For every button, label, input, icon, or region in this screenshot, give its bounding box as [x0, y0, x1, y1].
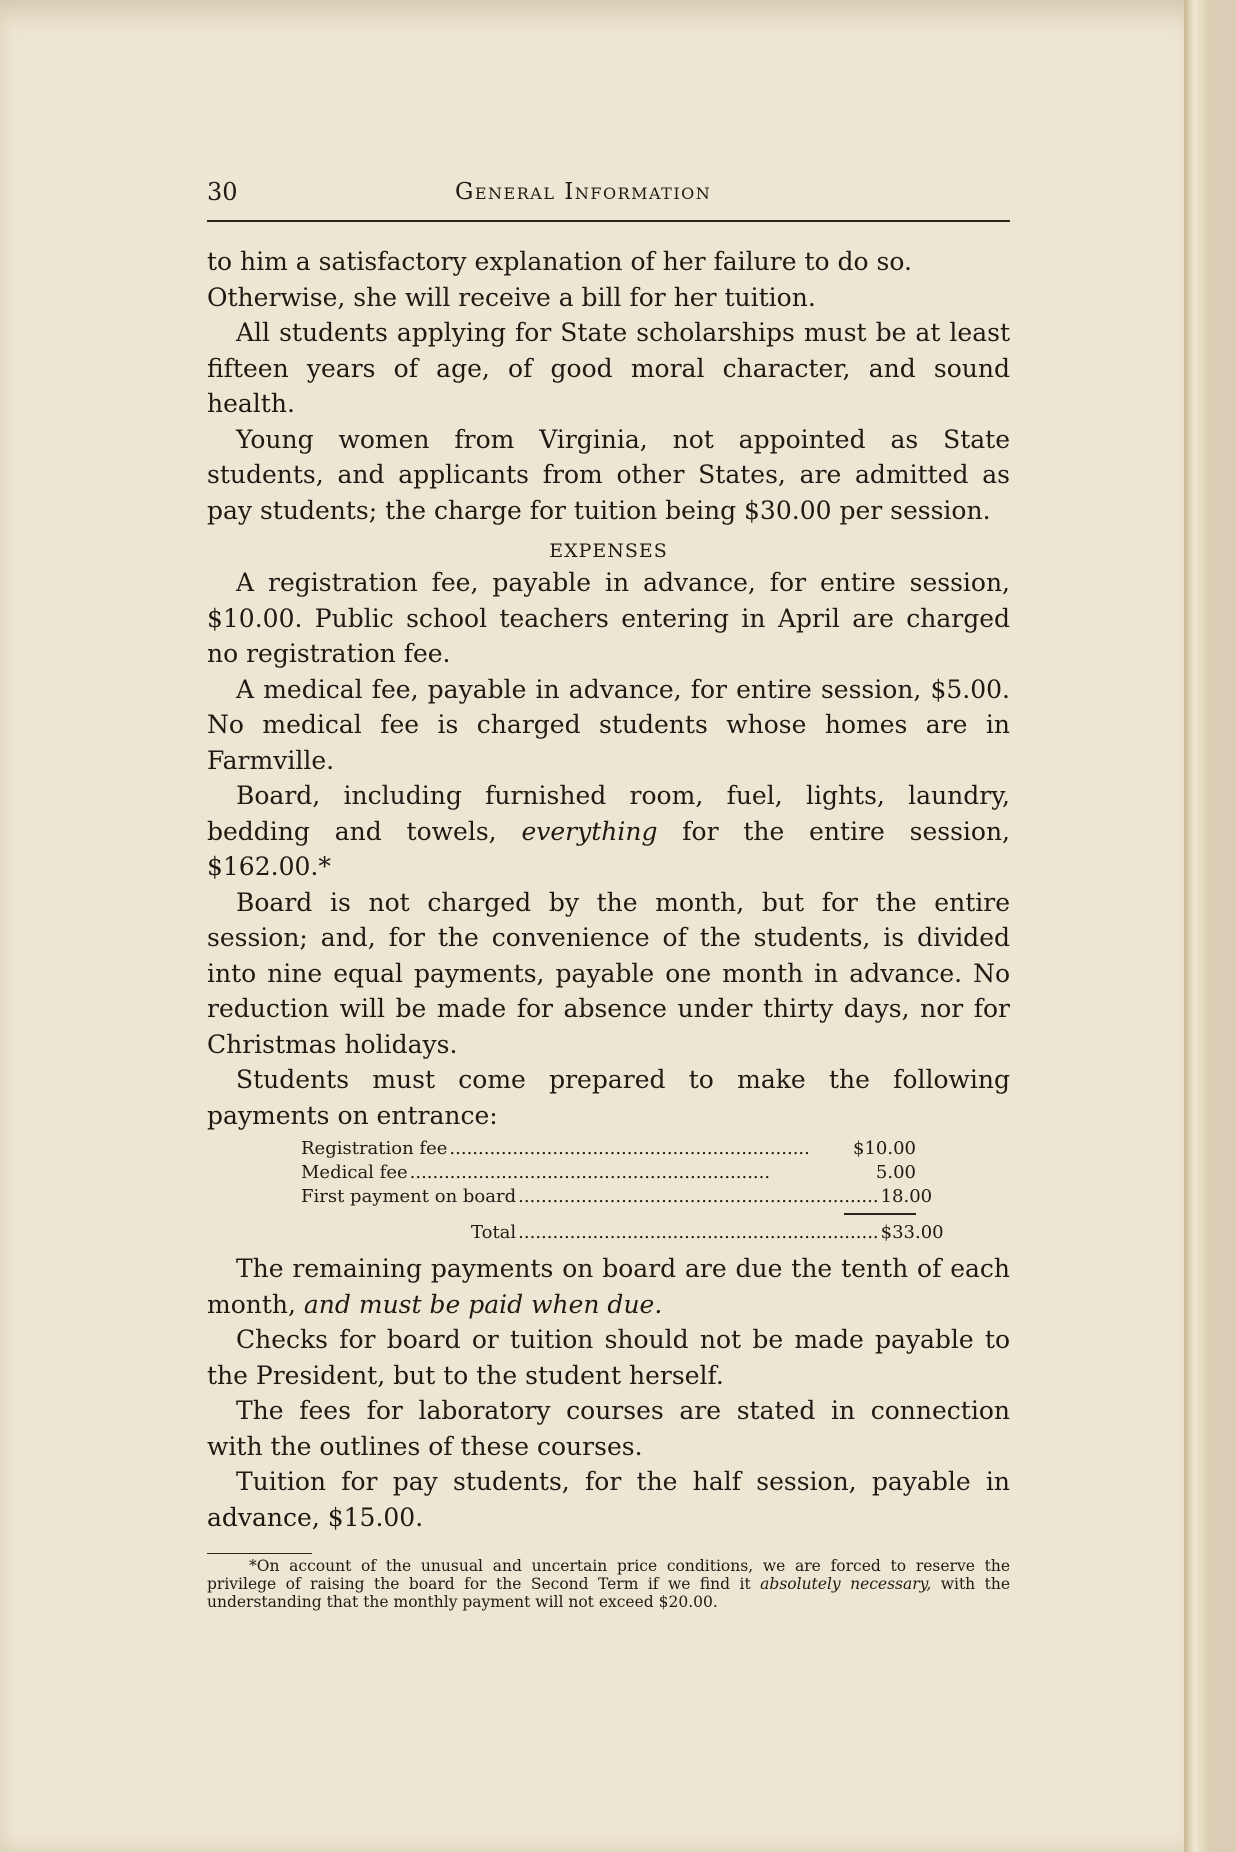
total-label: Total: [471, 1222, 517, 1243]
fee-amount: 5.00: [875, 1162, 916, 1183]
paragraph-remaining-payments: [207, 1251, 1010, 1322]
fee-row-board: [301, 1185, 933, 1209]
leader-dots: ...............................................................: [449, 1138, 810, 1159]
footnote: [207, 1557, 1010, 1611]
fee-row-total: [301, 1221, 944, 1245]
fee-label: Medical fee: [301, 1162, 408, 1183]
fee-row-medical: [301, 1161, 916, 1185]
fee-table: [301, 1137, 944, 1245]
paragraph-half-session-tuition: Tuition for pay students, for the half session, payable in advance, $15.00.: [207, 1467, 1010, 1532]
board-text-end: for the entire session, $162.00.*: [207, 816, 1011, 881]
footnote-rule: [207, 1553, 312, 1554]
paragraph-medical-fee: A medical fee, payable in advance, for entire session, $5.00. No medical fee is charged students whose homes are in Farmville.: [207, 674, 1010, 775]
remaining-text: The remaining payments on board are due the tenth of each month,: [207, 1254, 1010, 1319]
paragraph-registration-fee: A registration fee, payable in advance, for entire session, $10.00. Public school teachers entering in April are charged no registration fee.: [207, 568, 1010, 668]
page-header: [207, 176, 1010, 222]
fee-amount: $10.00: [853, 1138, 916, 1159]
board-emphasis: everything: [521, 816, 658, 846]
body-text: [207, 244, 1010, 1611]
paragraph-pay-students: Young women from Virginia, not appointed as State students, and applicants from other States, are admitted as pay students; the charge for tuition being $30.00 per session.: [207, 424, 1010, 525]
paragraph-board-payments: Board is not charged by the month, but for the entire session; and, for the convenience of the students, is divided into nine equal payments, payable one month in advance. No reduction will be made for absence under thirty days, nor for Christmas holidays.: [207, 887, 1010, 1059]
leader-dots: ...............................................................: [518, 1222, 879, 1243]
paragraph-board: [207, 778, 1010, 885]
total-rule: [844, 1213, 916, 1215]
fee-label: First payment on board: [301, 1186, 517, 1207]
paragraph-continuation: to him a satisfactory explanation of her failure to do so. Otherwise, she will receive a bill for her tuition.: [207, 247, 912, 312]
footnote-text-end: with the understanding that the monthly payment will not exceed $20.00.: [207, 1575, 1010, 1611]
footnote-emphasis: absolutely necessary,: [760, 1575, 932, 1593]
leader-dots: ...............................................................: [518, 1186, 879, 1207]
remaining-emphasis: and must be paid when due.: [303, 1289, 663, 1319]
page-edge: [1184, 0, 1210, 1852]
board-text-start: Board, including furnished room, fuel, lights, laundry, bedding and towels,: [207, 781, 1010, 846]
page-number: 30: [207, 178, 238, 206]
fee-label: Registration fee: [301, 1138, 448, 1159]
paragraph-checks: Checks for board or tuition should not be made payable to the President, but to the student herself.: [207, 1325, 1010, 1390]
leader-dots: ...............................................................: [409, 1162, 771, 1183]
page-content: [207, 176, 1010, 1611]
fee-amount: 18.00: [880, 1186, 933, 1207]
total-amount: $33.00: [880, 1222, 944, 1243]
section-title: EXPENSES: [549, 540, 668, 562]
fee-row-registration: [301, 1137, 916, 1161]
paragraph-entrance-payments: Students must come prepared to make the following payments on entrance:: [207, 1065, 1010, 1130]
running-head: General Information: [455, 179, 712, 205]
paragraph-laboratory-fees: The fees for laboratory courses are stated in connection with the outlines of these courses.: [207, 1396, 1010, 1461]
footnote-text-start: *On account of the unusual and uncertain price conditions, we are forced to reserve the privilege of raising the board for the Second Term if we find it: [207, 1557, 1010, 1593]
paragraph-scholarship-age: All students applying for State scholarships must be at least fifteen years of age, of good moral character, and sound health.: [207, 318, 1010, 418]
